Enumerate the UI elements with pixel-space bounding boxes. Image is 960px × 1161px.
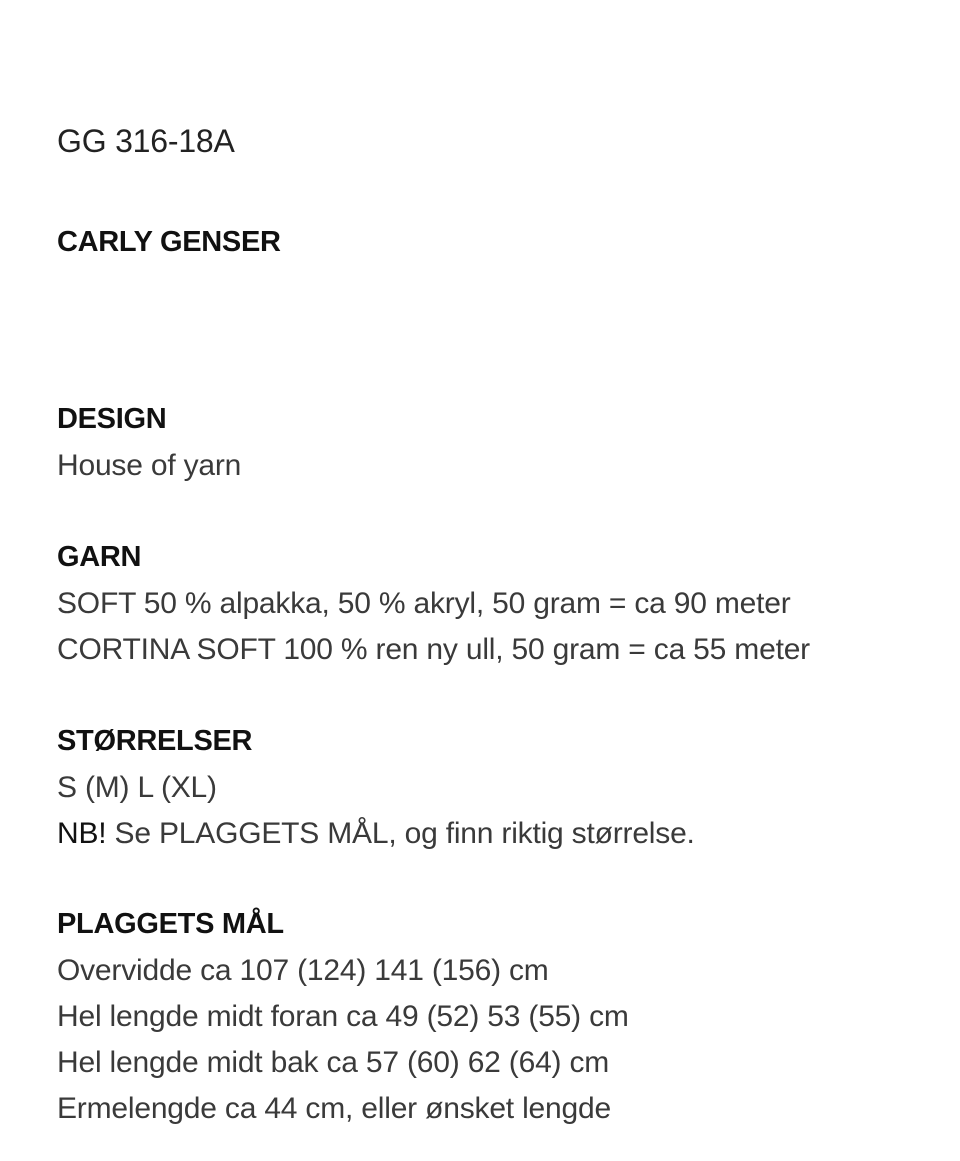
garn-line: CORTINA SOFT 100 % ren ny ull, 50 gram = ca 55 meter <box>57 633 810 666</box>
garn-line: SOFT 50 % alpakka, 50 % akryl, 50 gram = ca 90 meter <box>57 587 791 620</box>
storrelser-heading: STØRRELSER <box>57 725 253 757</box>
mal-line: Hel lengde midt bak ca 57 (60) 62 (64) cm <box>57 1046 610 1079</box>
mal-line: Ermelengde ca 44 cm, eller ønsket lengde <box>57 1092 611 1125</box>
pattern-title: CARLY GENSER <box>57 226 281 258</box>
nb-label: NB! <box>57 817 107 850</box>
nb-text: Se PLAGGETS MÅL, og finn riktig størrelse. <box>106 817 695 850</box>
pattern-code: GG 316-18A <box>57 123 235 159</box>
mal-line: Overvidde ca 107 (124) 141 (156) cm <box>57 954 549 987</box>
design-text: House of yarn <box>57 449 242 482</box>
sizes-text: S (M) L (XL) <box>57 771 217 804</box>
mal-line: Hel lengde midt foran ca 49 (52) 53 (55) cm <box>57 1000 629 1033</box>
nb-note <box>57 816 695 852</box>
mal-heading: PLAGGETS MÅL <box>57 908 284 940</box>
garn-heading: GARN <box>57 541 142 573</box>
design-heading: DESIGN <box>57 403 167 435</box>
